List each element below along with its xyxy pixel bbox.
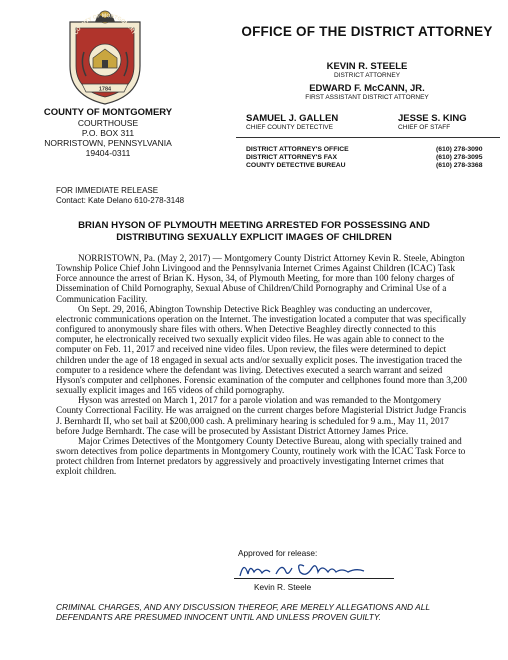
- release-label: FOR IMMEDIATE RELEASE: [56, 186, 159, 195]
- chief-detective-title: CHIEF COUNTY DETECTIVE: [246, 124, 333, 131]
- contact-numbers: [246, 146, 496, 170]
- chief-of-staff-name: JESSE S. KING: [398, 113, 467, 124]
- seal-arc-text: COUNTY OF MONTGOMERY: [73, 12, 137, 36]
- approved-label: Approved for release:: [238, 548, 318, 558]
- contact-phone: (610) 278-3095: [436, 154, 483, 161]
- county-address-line: COURTHOUSE: [77, 118, 139, 128]
- county-name: COUNTY OF MONTGOMERY: [43, 107, 173, 118]
- press-release-headline: [20, 220, 488, 243]
- release-contact: Contact: Kate Delano 610-278-3148: [56, 196, 185, 205]
- first-assistant-name: EDWARD F. McCANN, JR.: [309, 83, 425, 94]
- county-address-line: 19404-0311: [85, 148, 131, 158]
- contact-row: [246, 154, 496, 162]
- headline-line: BRIAN HYSON OF PLYMOUTH MEETING ARRESTED FOR POSSESSING AND: [78, 220, 430, 231]
- body-paragraph: Major Crimes Detectives of the Montgomery County Detective Bureau, along with specially trained and sworn detectives from police departments in Montgomery County, routinely work with the ICAC Task Force to protect children from Internet predators by aggressively and proactively investigating Internet crimes that exploit children.: [56, 435, 466, 477]
- county-address-line: P.O. BOX 311: [81, 128, 135, 138]
- first-assistant-title: FIRST ASSISTANT DISTRICT ATTORNEY: [305, 94, 429, 101]
- press-release-body: [56, 253, 468, 476]
- signer-name: Kevin R. Steele: [254, 582, 312, 592]
- disclaimer-line: DEFENDANTS ARE PRESUMED INNOCENT UNTIL AND UNLESS PROVEN GUILTY.: [56, 612, 381, 623]
- chief-of-staff: [398, 113, 498, 132]
- county-address-block: [8, 108, 208, 158]
- contact-label: DISTRICT ATTORNEY'S FAX: [246, 154, 337, 161]
- contact-label: COUNTY DETECTIVE BUREAU: [246, 162, 346, 169]
- body-paragraph: On Sept. 29, 2016, Abington Township Detective Rick Beaghley was conducting an undercover, electronic communications operation on the Internet. The investigation located a computer that was specifically configured to anonymously share files with others. When Detective Beaghley directly connected to this computer, he electronically received two sexually explicit video files. He was again able to connect to the computer on Feb. 11, 2017 and received nine video files. Upon review, the files were determined to depict children under the age of 18 engaged in sexual acts and/or sexually explicit poses. The investigation traced the computer to a residence where the defendant was living. Detectives executed a search warrant and seized Hyson's computer and cellphones. Forensic examination of the computer and cellphones found more than 3,200 sexually explicit images and 165 videos of child pornography.: [56, 303, 467, 396]
- county-address-line: NORRISTOWN, PENNSYLVANIA: [44, 138, 172, 148]
- contact-phone: (610) 278-3368: [436, 162, 483, 169]
- body-paragraph: NORRISTOWN, Pa. (May 2, 2017) — Montgomery County District Attorney Kevin R. Steele, Abington Township Police Chief John Livingood and the Pennsylvania Internet Crimes Against Children (ICAC) Task Force announce the arrest of Brian K. Hyson, 34, of Plymouth Meeting, for more than 100 felony charges of Dissemination of Child Pornography, Sexual Abuse of Children/Child Pornography and Criminal Use of a Communication Facility.: [56, 253, 465, 304]
- chief-detective-name: SAMUEL J. GALLEN: [246, 113, 339, 124]
- release-info: [56, 186, 184, 206]
- district-attorney: [236, 61, 498, 80]
- chief-county-detective: [246, 113, 376, 132]
- headline-line: DISTRIBUTING SEXUALLY EXPLICIT IMAGES OF CHILDREN: [116, 231, 392, 243]
- county-seal-logo: [62, 8, 148, 106]
- contact-row: [246, 146, 496, 154]
- da-name: KEVIN R. STEELE: [326, 61, 408, 72]
- chief-of-staff-title: CHIEF OF STAFF: [398, 124, 451, 131]
- contact-phone: (610) 278-3090: [436, 146, 483, 153]
- disclaimer-line: CRIMINAL CHARGES, AND ANY DISCUSSION THEREOF, ARE MERELY ALLEGATIONS AND ALL: [56, 602, 431, 612]
- da-title: DISTRICT ATTORNEY: [333, 72, 401, 79]
- signature-line: [234, 578, 394, 579]
- legal-disclaimer: [56, 602, 476, 623]
- first-assistant-da: [236, 83, 498, 102]
- office-title: OFFICE OF THE DISTRICT ATTORNEY: [241, 24, 493, 39]
- contact-row: [246, 162, 496, 170]
- seal-year: 1784: [98, 86, 112, 93]
- body-paragraph: Hyson was arrested on March 1, 2017 for a parole violation and was remanded to the Montgomery County Correctional Facility. He was arraigned on the current charges before Magisterial District Judge Francis J. Bernhardt II, who set bail at $200,000 cash. A preliminary hearing is scheduled for 9 a.m., May 11, 2017 before Judge Bernhardt. The case will be prosecuted by Assistant District Attorney James Price.: [56, 395, 467, 436]
- contact-label: DISTRICT ATTORNEY'S OFFICE: [246, 146, 349, 153]
- header-divider: [236, 137, 500, 138]
